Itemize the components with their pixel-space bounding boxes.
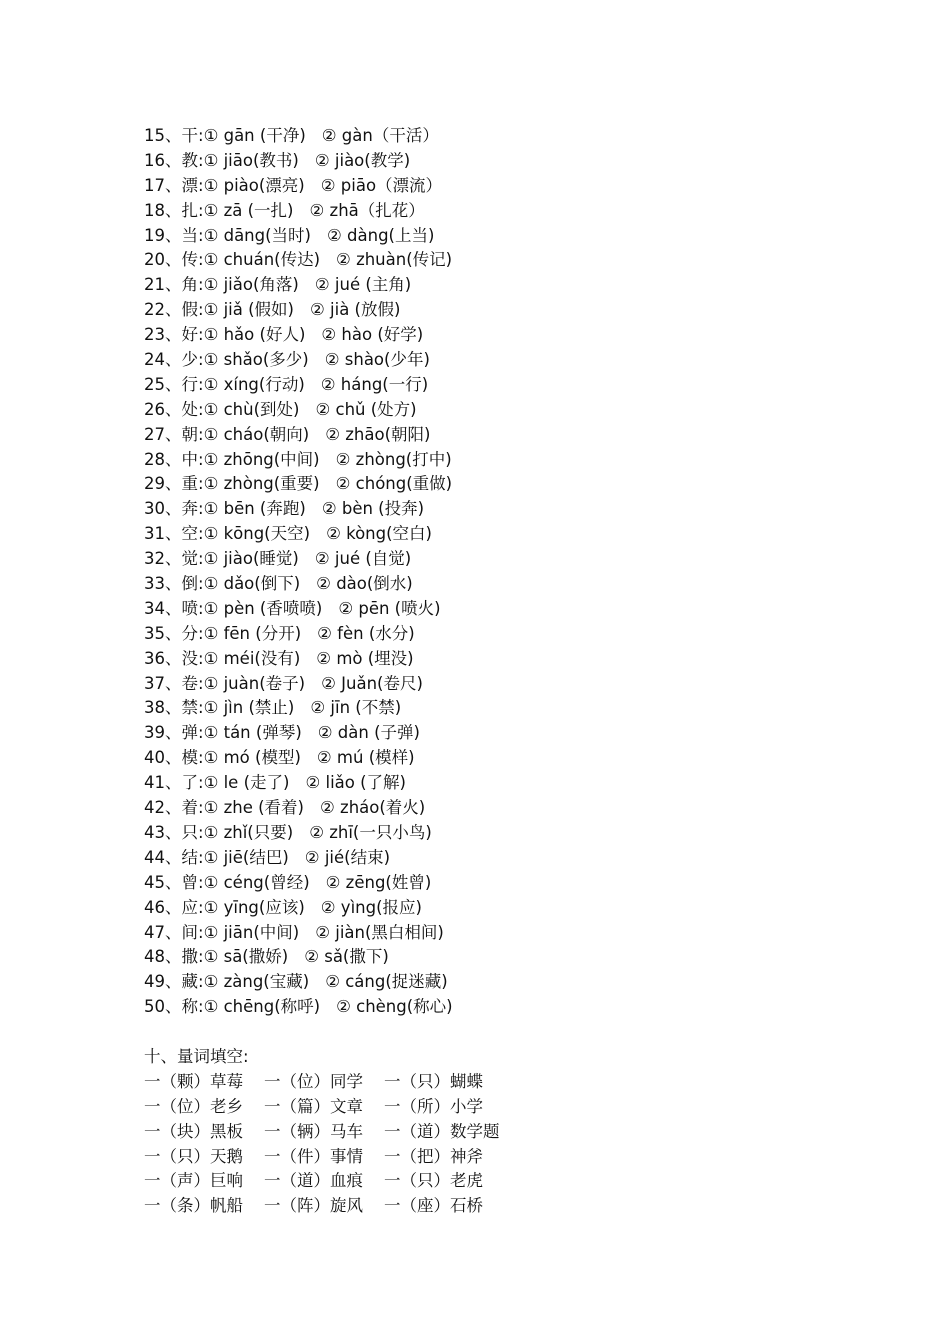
reading-one: ① zàng(宝藏): [203, 972, 310, 992]
entry-character: 50、称:: [144, 997, 204, 1017]
polyphone-entry: [144, 547, 864, 572]
polyphone-entry: [144, 921, 864, 946]
reading-two: ② piāo（漂流）: [320, 175, 443, 195]
reading-one: ① zhǐ(只要): [203, 822, 294, 842]
entry-character: 20、传:: [144, 250, 204, 270]
reading-one: ① bēn (奔跑): [203, 499, 306, 519]
entry-character: 41、了:: [144, 773, 204, 793]
measure-item: 一（所）小学: [384, 1096, 483, 1116]
measure-item: 一（辆）马车: [264, 1121, 363, 1141]
entry-character: 23、好:: [144, 325, 204, 345]
entry-character: 49、藏:: [144, 972, 204, 992]
reading-one: ① fēn (分开): [203, 623, 302, 643]
measure-row: [144, 1169, 864, 1194]
reading-two: ② gàn（干活）: [321, 126, 439, 145]
reading-one: ① jiē(结巴): [203, 847, 289, 867]
entry-character: 22、假:: [144, 300, 204, 320]
reading-two: ② jiào(教学): [314, 150, 411, 170]
measure-item: 一（道）血痕: [264, 1171, 363, 1191]
measure-item: 一（座）石桥: [384, 1196, 483, 1216]
polyphone-entry: [144, 647, 864, 672]
reading-two: ② jué (自觉): [314, 549, 412, 569]
polyphone-entry: [144, 522, 864, 547]
entry-character: 39、弹:: [144, 723, 204, 743]
polyphone-entry: [144, 746, 864, 771]
reading-two: ② jià (放假): [310, 300, 401, 320]
reading-one: ① xíng(行动): [203, 374, 305, 394]
section-gap: [144, 1020, 864, 1045]
reading-one: ① hǎo (好人): [203, 325, 306, 345]
entry-character: 33、倒:: [144, 574, 204, 594]
polyphone-entry: [144, 398, 864, 423]
entry-character: 38、禁:: [144, 698, 204, 718]
reading-one: ① zhòng(重要): [203, 474, 320, 494]
reading-one: ① le (走了): [203, 773, 290, 793]
entry-character: 19、当:: [144, 225, 204, 245]
entry-character: 48、撒:: [144, 947, 204, 967]
polyphone-entry: [144, 174, 864, 199]
entry-character: 24、少:: [144, 350, 204, 370]
polyphone-entry: [144, 896, 864, 921]
entry-character: 46、应:: [144, 897, 204, 917]
measure-row: [144, 1194, 864, 1219]
entry-character: 26、处:: [144, 399, 204, 419]
reading-two: ② cáng(捉迷藏): [325, 972, 448, 992]
reading-one: ① pèn (香喷喷): [203, 598, 323, 618]
entry-character: 15、干:: [144, 126, 204, 145]
reading-one: ① jiào(睡觉): [203, 549, 299, 569]
reading-one: ① dāng(当时): [203, 225, 311, 245]
entry-character: 17、漂:: [144, 175, 204, 195]
measure-item: 一（位）同学: [264, 1071, 363, 1091]
polyphone-entry: [144, 672, 864, 697]
reading-two: ② mò (埋没): [316, 648, 414, 668]
entry-character: 34、喷:: [144, 598, 204, 618]
reading-two: ② chèng(称心): [336, 997, 453, 1017]
reading-one: ① chuán(传达): [203, 250, 321, 270]
polyphone-entry: [144, 472, 864, 497]
reading-one: ① jìn (禁止): [203, 698, 295, 718]
polyphone-entry: [144, 497, 864, 522]
reading-one: ① zhōng(中间): [203, 449, 320, 469]
reading-one: ① gān (干净): [203, 126, 306, 145]
entry-character: 29、重:: [144, 474, 204, 494]
entry-character: 37、卷:: [144, 673, 204, 693]
reading-two: ② zhuàn(传记): [336, 250, 453, 270]
reading-one: ① yīng(应该): [203, 897, 305, 917]
measure-item: 一（条）帆船: [144, 1196, 243, 1216]
measure-row: [144, 1120, 864, 1145]
polyphone-entry: [144, 796, 864, 821]
reading-one: ① dǎo(倒下): [203, 574, 301, 594]
polyphone-entry: [144, 273, 864, 298]
measure-item: 一（道）数学题: [384, 1121, 500, 1141]
entry-character: 31、空:: [144, 524, 204, 544]
reading-two: ② zhòng(打中): [335, 449, 452, 469]
reading-two: ② zhī(一只小鸟): [309, 822, 432, 842]
entry-character: 28、中:: [144, 449, 204, 469]
reading-two: ② mú (模样): [316, 748, 415, 768]
reading-one: ① cháo(朝向): [203, 424, 310, 444]
measure-item: 一（声）巨响: [144, 1171, 243, 1191]
polyphone-entry: [144, 871, 864, 896]
document-content: [144, 124, 864, 1219]
reading-one: ① sā(撒娇): [203, 947, 289, 967]
measure-row: [144, 1095, 864, 1120]
polyphone-entry: [144, 821, 864, 846]
reading-two: ② yìng(报应): [320, 897, 422, 917]
polyphone-entry: [144, 622, 864, 647]
entry-character: 32、觉:: [144, 549, 204, 569]
reading-one: ① juàn(卷子): [203, 673, 306, 693]
reading-two: ② jié(结束): [304, 847, 391, 867]
entry-character: 30、奔:: [144, 499, 204, 519]
reading-one: ① mó (模型): [203, 748, 301, 768]
reading-one: ① jiān(中间): [203, 922, 300, 942]
reading-two: ② jué (主角): [314, 275, 412, 295]
reading-one: ① zā (一扎): [203, 200, 294, 220]
reading-two: ② dàng(上当): [327, 225, 435, 245]
polyphone-entry: [144, 771, 864, 796]
entry-character: 16、教:: [144, 150, 204, 170]
entry-character: 25、行:: [144, 374, 204, 394]
polyphone-entry: [144, 423, 864, 448]
reading-two: ② shào(少年): [324, 350, 430, 370]
polyphone-entry: [144, 348, 864, 373]
entry-character: 44、结:: [144, 847, 204, 867]
measure-item: 一（件）事情: [264, 1146, 363, 1166]
reading-one: ① chēng(称呼): [203, 997, 321, 1017]
entry-character: 27、朝:: [144, 424, 204, 444]
reading-two: ② jīn (不禁): [310, 698, 402, 718]
measure-item: 一（块）黑板: [144, 1121, 243, 1141]
polyphone-entry: [144, 696, 864, 721]
reading-one: ① jiāo(教书): [203, 150, 299, 170]
polyphone-entry: [144, 149, 864, 174]
reading-two: ② zhā（扎花）: [309, 200, 425, 220]
polyphone-entry: [144, 298, 864, 323]
reading-two: ② chǔ (处方): [315, 399, 417, 419]
measure-item: 一（篇）文章: [264, 1096, 363, 1116]
measure-item: 一（只）蝴蝶: [384, 1071, 483, 1091]
polyphone-entry: [144, 224, 864, 249]
measure-item: 一（把）神斧: [384, 1146, 483, 1166]
reading-one: ① kōng(天空): [203, 524, 311, 544]
reading-two: ② fèn (水分): [317, 623, 415, 643]
entry-character: 18、扎:: [144, 200, 204, 220]
polyphone-list: [144, 124, 864, 1020]
polyphone-entry: [144, 721, 864, 746]
measure-row: [144, 1145, 864, 1170]
entry-character: 43、只:: [144, 822, 204, 842]
polyphone-entry: [144, 597, 864, 622]
reading-two: ② liǎo (了解): [305, 773, 406, 793]
reading-one: ① piào(漂亮): [203, 175, 305, 195]
reading-one: ① jiǎ (假如): [203, 300, 294, 320]
reading-two: ② zhāo(朝阳): [325, 424, 431, 444]
reading-one: ① tán (弹琴): [203, 723, 302, 743]
reading-one: ① céng(曾经): [203, 872, 310, 892]
polyphone-entry: [144, 373, 864, 398]
reading-two: ② sǎ(撒下): [304, 947, 389, 967]
entry-character: 35、分:: [144, 623, 204, 643]
entry-character: 45、曾:: [144, 872, 204, 892]
entry-character: 40、模:: [144, 748, 204, 768]
measure-item: 一（位）老乡: [144, 1096, 243, 1116]
reading-two: ② dàn (子弹): [317, 723, 420, 743]
reading-two: ② zháo(着火): [320, 798, 426, 818]
polyphone-entry: [144, 248, 864, 273]
entry-character: 47、间:: [144, 922, 204, 942]
polyphone-entry: [144, 124, 864, 149]
reading-two: ② zēng(姓曾): [325, 872, 432, 892]
reading-one: ① jiǎo(角落): [203, 275, 299, 295]
polyphone-entry: [144, 199, 864, 224]
measure-item: 一（阵）旋风: [264, 1196, 363, 1216]
reading-one: ① shǎo(多少): [203, 350, 309, 370]
entry-character: 36、没:: [144, 648, 204, 668]
reading-two: ② pēn (喷火): [338, 598, 441, 618]
reading-two: ② háng(一行): [320, 374, 429, 394]
reading-two: ② chóng(重做): [335, 474, 453, 494]
measure-word-list: [144, 1070, 864, 1219]
measure-row: [144, 1070, 864, 1095]
reading-two: ② bèn (投奔): [321, 499, 425, 519]
polyphone-entry: [144, 995, 864, 1020]
polyphone-entry: [144, 945, 864, 970]
reading-two: ② Juǎn(卷尺): [321, 673, 423, 693]
polyphone-entry: [144, 323, 864, 348]
polyphone-entry: [144, 846, 864, 871]
polyphone-entry: [144, 572, 864, 597]
measure-section-title: 十、量词填空:: [144, 1046, 249, 1066]
polyphone-entry: [144, 448, 864, 473]
reading-one: ① chù(到处): [203, 399, 300, 419]
reading-one: ① méi(没有): [203, 648, 301, 668]
measure-item: 一（只）老虎: [384, 1171, 483, 1191]
measure-item: 一（只）天鹅: [144, 1146, 243, 1166]
reading-two: ② kòng(空白): [326, 524, 432, 544]
measure-item: 一（颗）草莓: [144, 1071, 243, 1091]
reading-two: ② dào(倒水): [316, 574, 413, 594]
entry-character: 42、着:: [144, 798, 204, 818]
reading-two: ② jiàn(黑白相间): [315, 922, 444, 942]
reading-one: ① zhe (看着): [203, 798, 304, 818]
reading-two: ② hào (好学): [321, 325, 424, 345]
polyphone-entry: [144, 970, 864, 995]
entry-character: 21、角:: [144, 275, 204, 295]
